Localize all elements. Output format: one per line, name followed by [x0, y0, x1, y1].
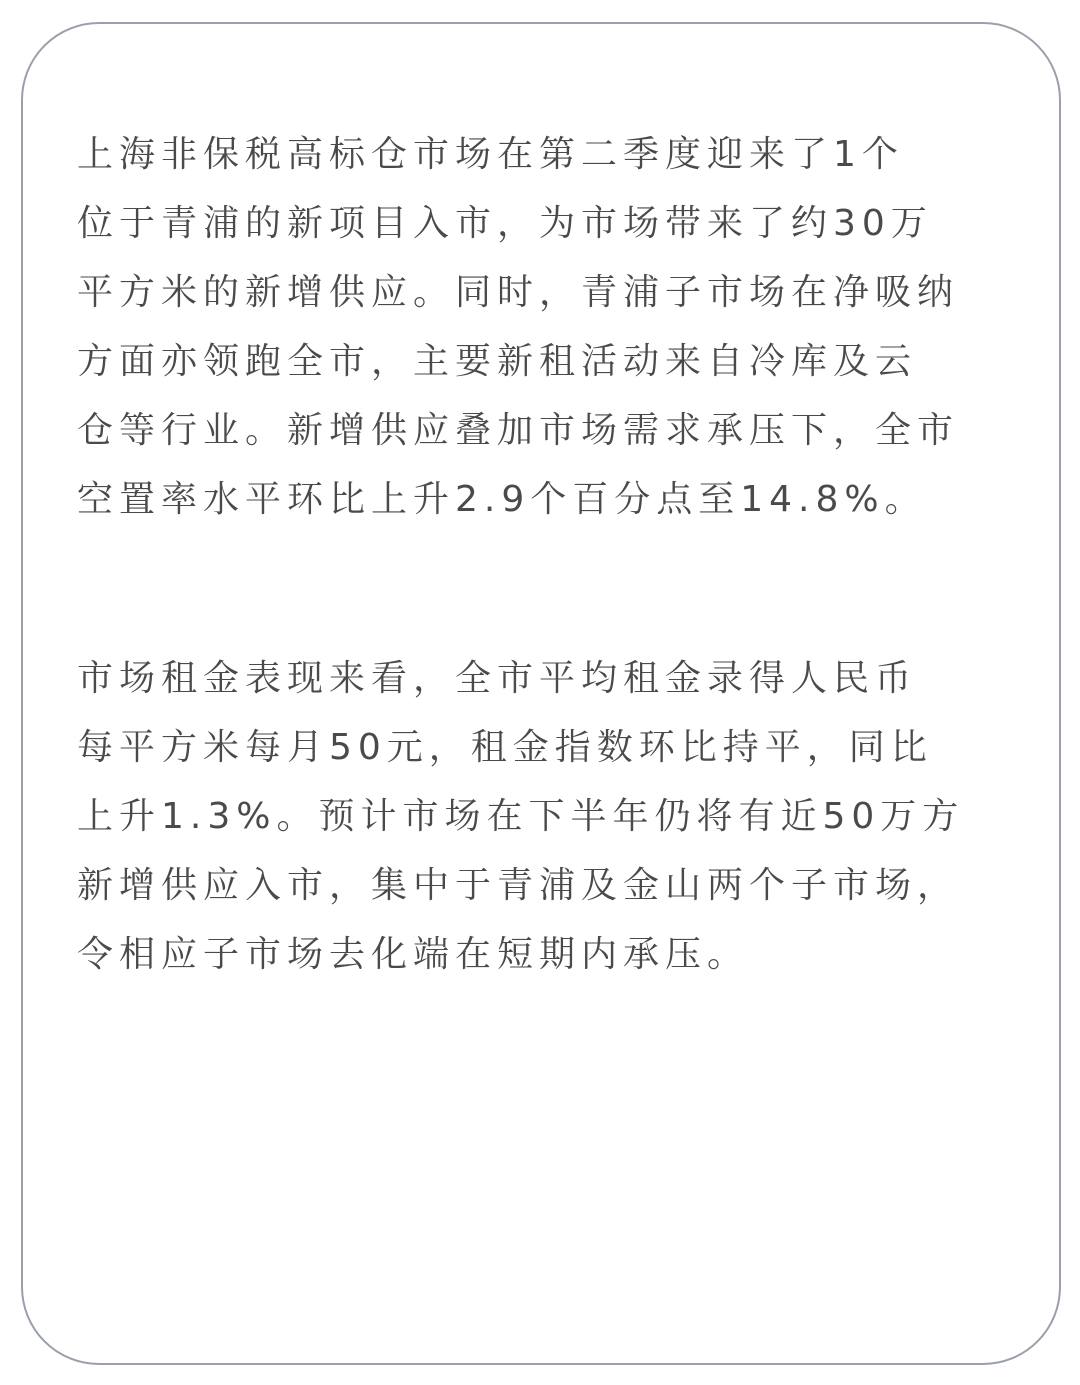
text-line: 方面亦领跑全市，主要新租活动来自冷库及云 [77, 341, 918, 382]
text-line: 平方米的新增供应。同时，青浦子市场在净吸纳 [77, 272, 960, 313]
text-line: 仓等行业。新增供应叠加市场需求承压下，全市 [77, 410, 960, 451]
text-line: 每平方米每月50元，租金指数环比持平，同比 [77, 727, 933, 768]
text-line: 上升1.3%。预计市场在下半年仍将有近50万方 [77, 796, 965, 837]
text-line: 令相应子市场去化端在短期内承压。 [77, 934, 750, 975]
paragraph-spacer [77, 534, 1007, 644]
paragraph-2 [77, 644, 1007, 989]
text-line: 新增供应入市，集中于青浦及金山两个子市场， [77, 865, 960, 906]
text-line: 上海非保税高标仓市场在第二季度迎来了1个 [77, 134, 904, 175]
paragraph-1 [77, 120, 1007, 534]
text-line: 位于青浦的新项目入市，为市场带来了约30万 [77, 203, 933, 244]
article-body [77, 120, 1007, 989]
text-line: 空置率水平环比上升2.9个百分点至14.8%。 [77, 479, 927, 520]
text-line: 市场租金表现来看，全市平均租金录得人民币 [77, 658, 918, 699]
